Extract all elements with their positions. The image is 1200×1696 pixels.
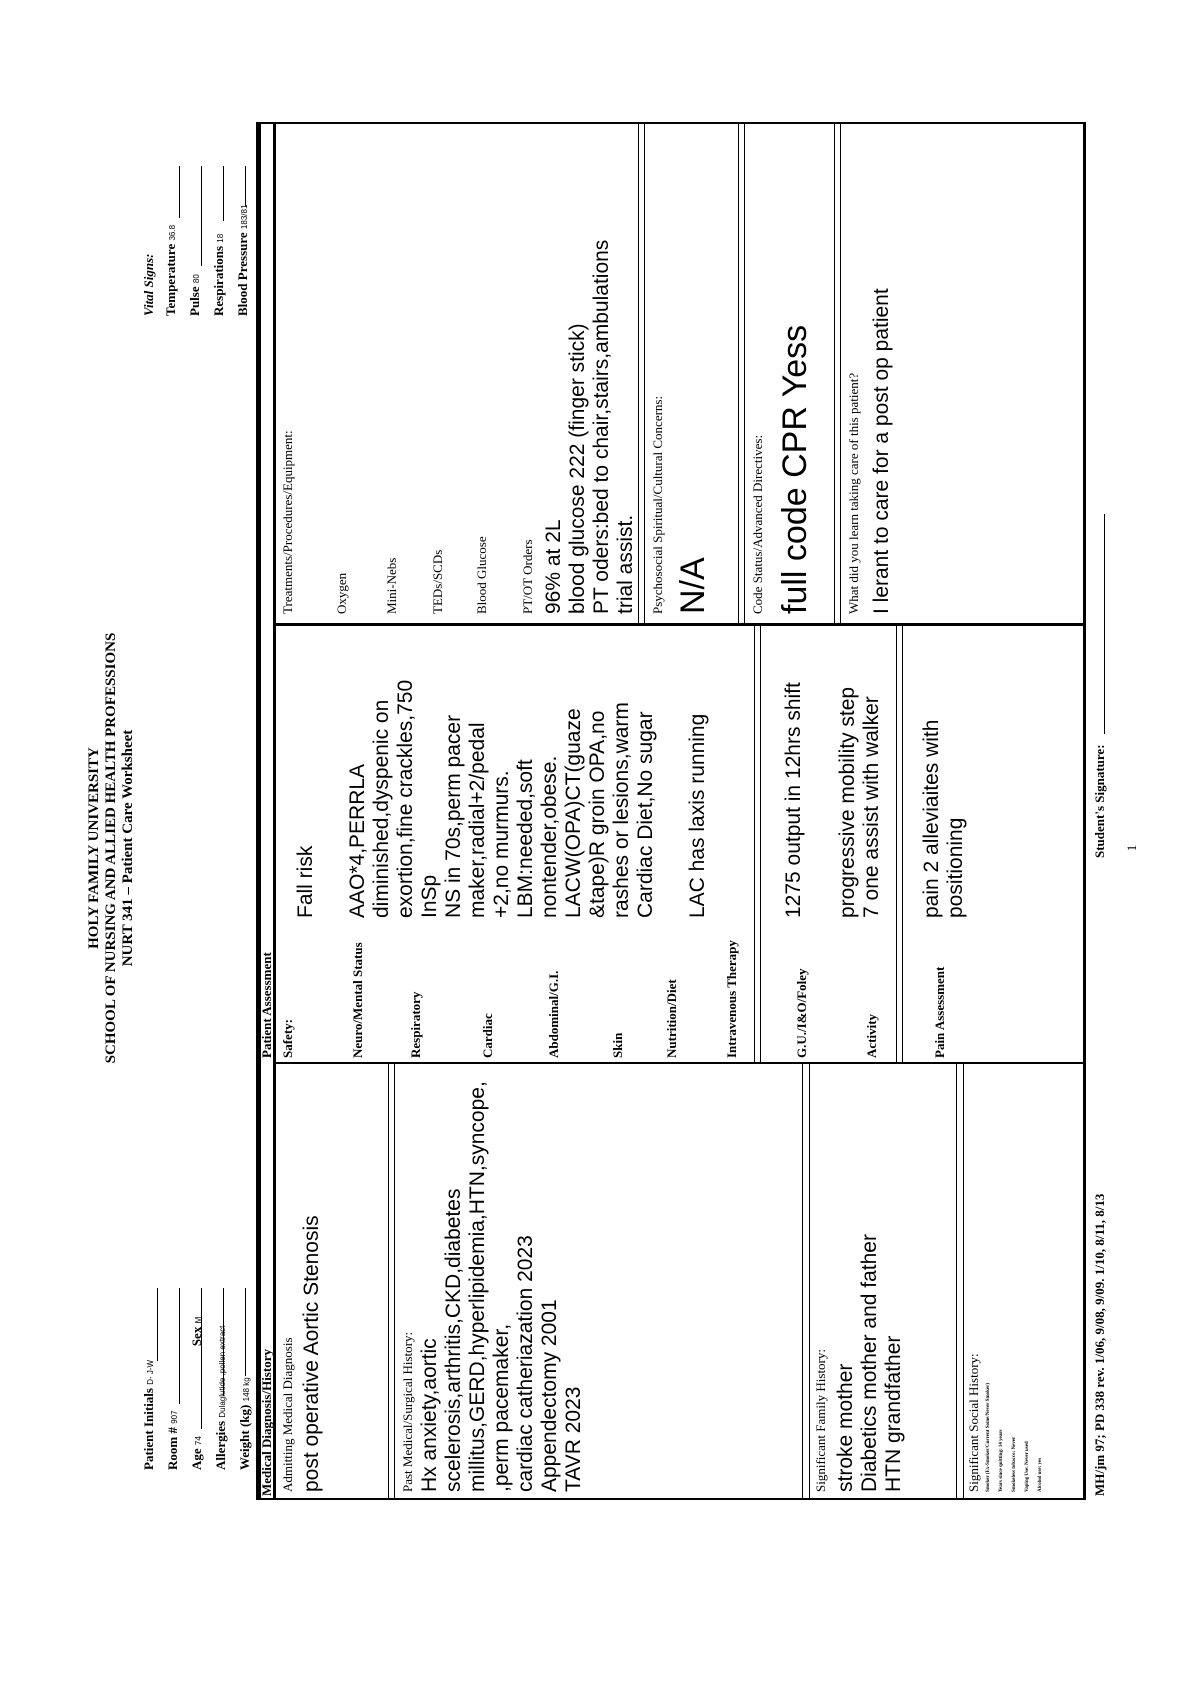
psychosocial-value: N/A <box>674 557 712 614</box>
abdominal-label: Abdominal/G.I. <box>546 970 561 1058</box>
admit-value: post operative Aortic Stenosis <box>300 1215 323 1492</box>
left-divider-2 <box>802 1064 810 1500</box>
right-divider-2 <box>738 122 745 626</box>
initials-label: Patient Initials <box>141 1388 156 1470</box>
col-divider-2 <box>276 623 1086 626</box>
resp-underline <box>223 166 224 221</box>
psychosocial-label: Psychosocial Spiritual/Cultural Concerns: <box>650 395 665 614</box>
vitals-title: Vital Signs: <box>141 253 156 316</box>
age-label: Age <box>189 1448 204 1470</box>
pulse-label: Pulse <box>187 286 202 316</box>
pain-assessment <box>920 720 968 918</box>
mininebs-label: Mini-Nebs <box>384 557 399 614</box>
resp-label-assess: Respiratory <box>408 991 423 1058</box>
age-sex-underline <box>201 1288 202 1429</box>
left-divider-3 <box>956 1064 964 1500</box>
pulse-underline <box>201 166 202 266</box>
family-line: stroke mother <box>834 1363 857 1492</box>
activity-line: 7 one assist with walker <box>860 696 883 918</box>
neuro-value: AAO*4,PERRLA <box>346 763 369 918</box>
room-label: Room # <box>165 1427 180 1470</box>
activity-assessment <box>836 687 884 918</box>
resp-line: InSp <box>418 874 441 918</box>
cardiac-line: NS in 70s,perm pacer <box>442 714 465 918</box>
treatment-line: PT oders:bed to chair,stairs,ambulations <box>590 239 613 614</box>
skin-line: LACW(OPA)CT(guaze <box>562 708 585 918</box>
medical-header: Medical Diagnosis/History <box>259 1349 274 1496</box>
social-label: Significant Social History: <box>966 1353 981 1492</box>
iv-label: Intravenous Therapy <box>724 940 739 1058</box>
right-divider-1 <box>638 122 645 626</box>
gu-label: G.U./I&O/Foley <box>794 968 809 1058</box>
pain-line: pain 2 alleviaites with <box>920 719 943 918</box>
bp-underline <box>245 166 246 206</box>
mid-divider-2 <box>896 626 903 1064</box>
age-value: 74 <box>194 1436 203 1446</box>
cardiac-label: Cardiac <box>480 1013 495 1058</box>
family-line: HTN grandfather <box>882 1335 905 1492</box>
family-history <box>834 1234 906 1492</box>
temp-value: 36.8 <box>168 224 177 241</box>
activity-line: progressive mobility step <box>836 686 859 918</box>
learned-value: I lerant to care for a post op patient <box>870 288 893 614</box>
pain-label: Pain Assessment <box>932 966 947 1058</box>
treatment-notes <box>542 240 638 614</box>
past-line: ,perm pacemaker, <box>490 1323 513 1492</box>
treatment-line: trial assist. <box>614 514 637 614</box>
weight-underline <box>245 1288 246 1376</box>
left-divider-1 <box>388 1064 395 1500</box>
activity-label: Activity <box>864 1013 879 1058</box>
cardiac-line: maker,radial+2/pedal <box>466 722 489 918</box>
header <box>86 0 137 1696</box>
page-number: 1 <box>1124 844 1139 852</box>
family-line: Diabetics mother and father <box>858 1234 881 1492</box>
temp-label: Temperature <box>163 243 178 316</box>
social-line: Years since quitting: 14 years <box>999 1429 1004 1492</box>
treatment-line: 96% at 2L <box>542 519 565 614</box>
allergies-value: Dulaglutide ,pollen extract <box>218 1325 227 1418</box>
abd-line: LBM:needed,soft <box>514 759 537 918</box>
nutrition-value: Cardiac Diet,No sugar <box>634 711 657 918</box>
admit-label: Admitting Medical Diagnosis <box>280 1337 295 1492</box>
resp-line: exortion,fine crackles,750 <box>394 679 417 918</box>
family-label: Significant Family History: <box>813 1349 828 1492</box>
skin-assessment <box>562 702 634 918</box>
skin-label: Skin <box>610 1032 625 1058</box>
social-line: Smoker (Ex-Smoker/Current Some/Never Smoker) <box>986 1382 991 1492</box>
social-line: Alcohol use: yes <box>1038 1457 1043 1492</box>
abdominal-assessment <box>514 756 562 918</box>
past-line: Appendectomy 2001 <box>538 1299 561 1492</box>
past-history <box>418 1081 586 1492</box>
signature-label: Student's Signature: <box>1092 744 1107 858</box>
school-name: SCHOOL OF NURSING AND ALLIED HEALTH PROFESSIONS <box>103 632 119 1064</box>
assessment-header: Patient Assessment <box>259 952 274 1058</box>
initials-underline <box>157 1288 158 1361</box>
course-title: NURT 341 – Patient Care Worksheet <box>120 729 136 967</box>
treatment-line: blood glucose 222 (finger stick) <box>566 323 589 614</box>
code-value: full code CPR Yess <box>776 324 814 614</box>
glucose-label: Blood Glucose <box>474 536 489 614</box>
resp-line: diminished,dyspenic on <box>370 699 393 918</box>
past-line: TAVR 2023 <box>562 1386 585 1492</box>
sex-label: Sex <box>189 1326 204 1347</box>
patient-info <box>138 1317 258 1470</box>
skin-line: &tape)R groin OPA,no <box>586 710 609 918</box>
resp-label: Respirations <box>211 245 226 316</box>
resp-value: 18 <box>216 233 225 243</box>
gu-value: 1275 output in 12hrs shift <box>782 682 805 918</box>
neuro-label: Neuro/Mental Status <box>350 942 365 1058</box>
pulse-value: 80 <box>192 274 201 284</box>
right-divider-3 <box>834 122 841 626</box>
past-line: cardiac catheriazation 2023 <box>514 1235 537 1492</box>
bp-label: Blood Pressure <box>235 232 250 316</box>
safety-label: Safety: <box>280 1019 295 1058</box>
treatments-label: Treatments/Procedures/Equipment: <box>280 430 295 614</box>
room-value: 907 <box>170 1410 179 1424</box>
initials-value: D- J-W <box>146 1359 155 1385</box>
nutrition-label: Nutrition/Diet <box>664 979 679 1058</box>
revision-note: MH/jm 97; PD 338 rev. 1/06, 9/08, 9/09. 1/10, 8/11, 8/13 <box>1092 1193 1107 1496</box>
cardiac-line: +2,no murmurs. <box>490 770 513 918</box>
mid-divider-1 <box>754 626 761 1064</box>
vital-signs <box>138 205 256 316</box>
learned-label: What did you learn taking care of this patient? <box>846 372 861 614</box>
ptot-label: PT/OT Orders <box>520 539 535 614</box>
past-line: scelerosis,arthritis,CKD,diabetes <box>442 1188 465 1492</box>
weight-value: 148 kg <box>242 1377 251 1402</box>
safety-value: Fall risk <box>294 845 317 918</box>
past-line: Hx anxiety,aortic <box>418 1338 441 1492</box>
signature-line <box>1104 514 1105 734</box>
pain-line: positioning <box>944 817 967 918</box>
oxygen-label: Oxygen <box>334 572 349 614</box>
room-underline <box>179 1288 180 1404</box>
university-name: HOLY FAMILY UNIVERSITY <box>86 747 102 949</box>
allergies-underline <box>223 1288 224 1396</box>
resp-assessment <box>370 680 442 918</box>
bp-value: 183/81 <box>240 204 249 230</box>
social-details <box>985 1383 1044 1492</box>
past-line: millitus,GERD,hyperlipidemia,HTN,syncope, <box>466 1081 489 1492</box>
allergies-label: Allergies <box>213 1420 228 1470</box>
teds-label: TEDs/SCDs <box>430 549 445 614</box>
temp-underline <box>179 166 180 218</box>
social-line: Vaping Use: Never used <box>1025 1441 1030 1492</box>
code-label: Code Status/Advanced Directives: <box>750 434 765 614</box>
past-label: Past Medical/Surgical History: <box>400 1331 415 1492</box>
skin-line: rashes or lesions,warm <box>610 702 633 918</box>
cardiac-assessment <box>442 715 514 918</box>
iv-value: LAC has laxis running <box>686 713 709 918</box>
abd-line: nontender,obese. <box>538 755 561 918</box>
weight-label: Weight (kg) <box>237 1404 252 1470</box>
sex-value: M <box>194 1316 203 1324</box>
social-line: Smokeless tobacco: Never <box>1012 1436 1017 1492</box>
